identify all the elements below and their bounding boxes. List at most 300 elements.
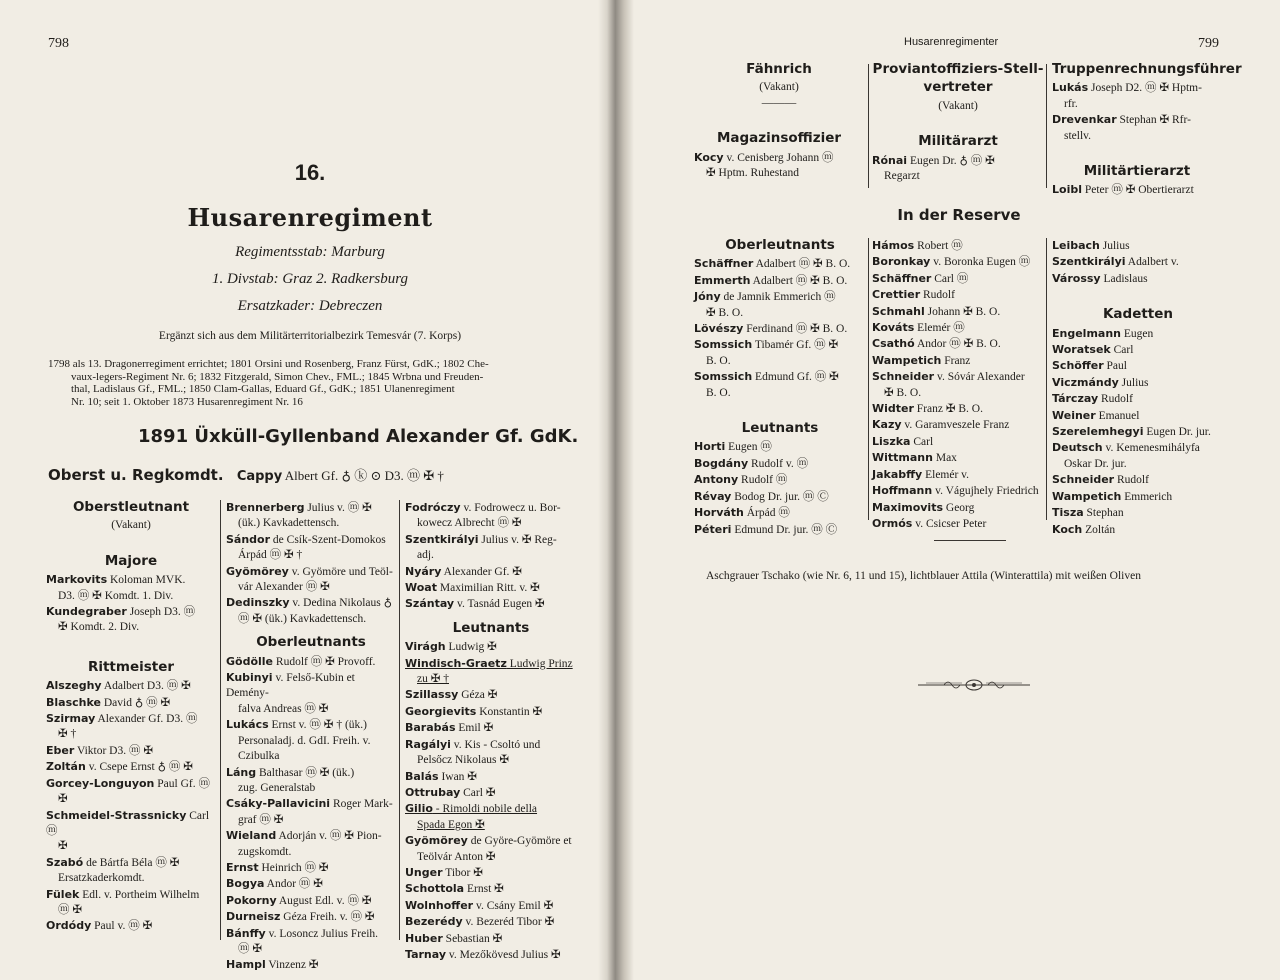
entry-continuation: B. O. — [706, 354, 731, 367]
entry-rest: Eugen Dr. jur. — [1143, 426, 1211, 439]
left-column-3 — [405, 500, 577, 963]
entry-rest: Elemér ⓜ — [914, 322, 965, 335]
entry-rest: Maximilian Ritt. v. ✠ — [436, 582, 540, 595]
surname: Zoltán — [46, 760, 86, 774]
surname: Liszka — [872, 434, 911, 448]
entry-rest: Rudolf — [920, 289, 955, 302]
right-top-column-3 — [1052, 61, 1242, 199]
officer-entry — [1052, 375, 1224, 391]
entry-continuation: kowecz Albrecht ⓜ ✠ — [417, 517, 522, 530]
section-heading: vertreter — [923, 79, 993, 96]
section-heading: Truppenrechnungsführer — [1052, 61, 1242, 77]
entry-rest: Ferdinand ⓜ ✠ B. O. — [743, 323, 848, 336]
entry-continuation: ✠ — [58, 793, 68, 806]
surname: Gyömörey — [226, 564, 289, 578]
entry-rest: Eugen — [1121, 327, 1154, 340]
surname: Woratsek — [1052, 343, 1111, 357]
surname: Horti — [694, 440, 726, 454]
entry-rest: Georg — [943, 501, 975, 514]
officer-entry — [1052, 358, 1224, 374]
entry-continuation: Pelsőcz Nikolaus ✠ — [417, 754, 510, 767]
entry-rest: Roger Mark- — [330, 798, 393, 811]
entry-rest: Adalbert ⓜ ✠ B. O. — [753, 258, 851, 271]
page-number-left: 798 — [48, 36, 69, 51]
surname: Drevenkar — [1052, 113, 1117, 127]
entry-continuation: ✠ B. O. — [884, 386, 922, 399]
officer-entry — [1052, 112, 1222, 128]
officer-entry — [226, 876, 396, 892]
officer-entry — [226, 595, 396, 611]
entry-rest: v. Cenisberg Johann ⓜ — [723, 151, 834, 164]
surname: Kazy — [872, 418, 902, 432]
entry-rest: v. Tasnád Eugen ✠ — [454, 598, 545, 611]
surname: Bogdány — [694, 456, 749, 470]
officer-entry — [872, 254, 1044, 270]
surname: Wampetich — [872, 353, 942, 367]
entry-rest: v. Vágujhely Friedrich — [932, 485, 1039, 498]
officer-entry — [872, 467, 1044, 483]
surname: Csáky-Pallavicini — [226, 797, 331, 811]
entry-rest: David ♁ ⓜ ✠ — [100, 696, 171, 709]
surname: Schäffner — [694, 257, 754, 271]
entry-rest: Vinzenz ✠ — [265, 959, 319, 972]
section-heading: Kadetten — [1102, 306, 1174, 323]
oberst-line — [48, 465, 608, 484]
entry-rest: v. Mezőkövesd Julius ✠ — [446, 948, 561, 961]
entry-rest: v. Garamveszele Franz — [901, 419, 1010, 432]
surname: Huber — [405, 931, 443, 945]
section-heading: Magazinsoffizier — [716, 130, 842, 147]
surname: Wampetich — [1052, 489, 1122, 503]
divstab: 1. Divstab: Graz 2. Radkersburg — [211, 271, 409, 287]
section-heading: Militärtierarzt — [1083, 163, 1191, 180]
officer-entry — [405, 639, 577, 655]
right-top-column-1 — [694, 62, 864, 181]
officer-entry — [405, 737, 577, 753]
officer-entry — [405, 704, 577, 720]
officer-entry — [1052, 440, 1224, 456]
entry-rest: Tibamér Gf. ⓜ ✠ — [752, 339, 839, 352]
entry-rest: Árpád ⓜ — [743, 507, 790, 520]
officer-entry — [46, 776, 216, 792]
entry-rest: Rudolf ⓜ — [738, 474, 788, 487]
entry-rest: de Bártfa Béla ⓜ ✠ — [83, 856, 180, 869]
section-heading: Proviantoffiziers-Stell- — [872, 61, 1044, 77]
entry-rest: - Rimoldi nobile della — [432, 803, 538, 816]
entry-continuation: zug. Generalstab — [238, 781, 316, 794]
entry-rest: Peter ⓜ ✠ Obertierarzt — [1081, 184, 1194, 197]
entry-rest: Bodog Dr. jur. ⓜ Ⓒ — [731, 490, 829, 503]
officer-entry — [872, 320, 1044, 336]
officer-entry — [46, 887, 216, 903]
entry-rest: Emmerich — [1121, 490, 1173, 503]
surname: Alszeghy — [46, 679, 102, 693]
section-heading: Majore — [104, 552, 158, 569]
surname: Koch — [1052, 522, 1083, 536]
entry-rest: Sebastian ✠ — [442, 932, 503, 945]
regiment-title: Husarenregiment — [187, 203, 433, 232]
entry-rest: de Csík-Szent-Domokos — [270, 533, 386, 546]
officer-entry — [694, 505, 866, 521]
entry-continuation: ✠ B. O. — [706, 306, 744, 319]
officer-entry — [1052, 80, 1222, 96]
oberst-label: Oberst u. Regkomdt. — [48, 466, 224, 484]
officer-entry — [226, 532, 396, 548]
entry-rest: v. Sóvár Alexander — [934, 371, 1025, 384]
officer-entry — [694, 256, 866, 272]
officer-entry — [872, 417, 1044, 433]
officer-entry — [405, 881, 577, 897]
officer-entry — [694, 522, 866, 538]
surname: Hoffmann — [872, 484, 933, 498]
ersatzkader: Ersatzkader: Debreczen — [237, 298, 383, 314]
officer-entry — [694, 273, 866, 289]
entry-continuation: Oskar Dr. jur. — [1064, 457, 1127, 470]
officer-entry — [405, 500, 577, 516]
surname: Brennerberg — [226, 501, 305, 514]
entry-continuation: vár Alexander ⓜ ✠ — [238, 581, 330, 594]
surname: Wieland — [226, 829, 277, 843]
entry-rest: Balthasar ⓜ ✠ (ük.) — [256, 766, 355, 779]
officer-entry — [1052, 505, 1224, 521]
entry-continuation: adj. — [417, 549, 434, 562]
surname: Engelmann — [1052, 326, 1121, 340]
entry-rest: Tibor ✠ — [442, 866, 483, 879]
regiment-number: 16. — [294, 160, 326, 185]
officer-entry — [46, 918, 216, 934]
entry-rest: Max — [932, 452, 957, 465]
surname: Rónai — [872, 153, 908, 167]
entry-rest: Julius — [1099, 240, 1130, 252]
officer-entry — [1052, 342, 1224, 358]
entry-continuation: ⓜ ✠ — [58, 903, 83, 916]
surname: Schottola — [405, 882, 465, 896]
officer-entry — [405, 931, 577, 947]
officer-entry — [46, 572, 216, 588]
right-page — [634, 0, 1280, 980]
officer-entry — [226, 926, 396, 942]
surname: Gilio — [405, 802, 433, 816]
officer-entry — [872, 401, 1044, 417]
surname: Kundegraber — [46, 605, 127, 619]
officer-entry — [405, 596, 577, 612]
book-gutter — [598, 0, 634, 980]
surname: Csathó — [872, 337, 915, 351]
officer-entry — [226, 909, 396, 925]
officer-entry — [226, 828, 396, 844]
history-line: thal, Ladislaus Gf., FML.; 1850 Clam-Gallas, Eduard Gf., GdK.; 1851 Ulanenregiment — [71, 383, 455, 395]
surname: Loibl — [1052, 183, 1082, 197]
surname: Boronkay — [872, 255, 931, 269]
officer-entry — [405, 687, 577, 703]
surname: Schöffer — [1052, 359, 1104, 373]
history-line: vaux-legers-Regiment Nr. 6; 1832 Fitzgerald, Simon Chev., FML.; 1845 Wrbna und Freuden- — [71, 370, 484, 383]
entry-continuation: zu ✠ † — [417, 673, 449, 686]
officer-entry — [226, 957, 396, 973]
surname: Szentkirályi — [1052, 255, 1126, 269]
entry-continuation: falva Andreas ⓜ ✠ — [238, 702, 329, 715]
column-rule — [868, 64, 869, 188]
entry-rest: Ernst v. ⓜ ✠ † (ük.) — [268, 719, 367, 732]
oberst-name: Cappy — [236, 469, 283, 484]
entry-rest: Ludwig Prinz — [506, 657, 573, 670]
officer-entry — [405, 769, 577, 785]
entry-rest: v. Boronka Eugen ⓜ — [930, 256, 1031, 269]
officer-entry — [46, 743, 216, 759]
officer-entry — [405, 720, 577, 736]
surname: Emmerth — [694, 273, 751, 287]
surname: Durneisz — [226, 910, 281, 924]
surname: Maximovits — [872, 500, 944, 514]
surname: Markovits — [46, 573, 108, 587]
entry-rest: v. Fodrowecz u. Bor- — [460, 502, 561, 514]
entry-rest: Paul v. ⓜ ✠ — [91, 920, 153, 933]
entry-rest: de Györe-Gyömöre et — [467, 835, 572, 848]
ornament-icon — [916, 676, 1032, 694]
section-heading: Oberstleutnant — [72, 499, 190, 515]
inhaber: 1891 Üxküll-Gyllenband Alexander Gf. GdK. — [138, 426, 579, 447]
surname: Lövészy — [694, 322, 744, 336]
officer-entry — [46, 808, 216, 840]
officer-entry — [226, 654, 396, 670]
officer-entry — [1052, 254, 1224, 270]
entry-rest: v. Losoncz Julius Freih. — [265, 927, 379, 940]
surname: Kocy — [694, 150, 724, 164]
surname: Péteri — [694, 522, 732, 536]
entry-rest: Johann ✠ B. O. — [924, 305, 1001, 318]
surname: Tarnay — [405, 947, 447, 961]
surname: Wittmann — [872, 451, 933, 465]
officer-entry — [872, 369, 1044, 385]
surname: Eber — [46, 743, 75, 757]
short-rule — [934, 540, 1006, 541]
officer-entry — [872, 483, 1044, 499]
entry-continuation: ⓜ ✠ — [238, 942, 263, 955]
entry-rest: Heinrich ⓜ ✠ — [258, 861, 329, 874]
left-column-2 — [226, 500, 396, 974]
surname: Widter — [872, 402, 914, 416]
surname: Leibach — [1052, 239, 1100, 252]
entry-rest: Zoltán — [1082, 523, 1116, 536]
entry-rest: Carl — [910, 435, 934, 448]
officer-entry — [872, 434, 1044, 450]
surname: Gorcey-Longuyon — [46, 776, 155, 790]
entry-rest: Edmund Dr. jur. ⓜ Ⓒ — [731, 523, 838, 536]
surname: Sándor — [226, 532, 271, 546]
entry-rest: de Jamnik Emmerich ⓜ — [720, 291, 836, 304]
surname: Unger — [405, 865, 443, 879]
officer-entry — [1052, 408, 1224, 424]
entry-rest: Alexander Gf. D3. ⓜ — [95, 713, 198, 726]
entry-rest: Viktor D3. ⓜ ✠ — [74, 744, 153, 757]
entry-rest: August Edl. v. ⓜ ✠ — [276, 894, 372, 907]
entry-rest: Carl ⓜ — [931, 272, 969, 285]
surname: Gödölle — [226, 654, 274, 668]
officer-entry — [872, 353, 1044, 369]
surname: Kováts — [872, 321, 915, 335]
surname: Wolnhoffer — [405, 898, 474, 912]
surname: Ottrubay — [405, 785, 461, 799]
surname: Ordódy — [46, 919, 92, 933]
officer-entry — [872, 287, 1044, 303]
entry-continuation: Personaladj. d. GdI. Freih. v. — [238, 734, 371, 747]
officer-entry — [405, 656, 577, 672]
entry-rest: Ludwig ✠ — [445, 641, 497, 654]
surname: Deutsch — [1052, 441, 1103, 455]
officer-entry — [872, 153, 1044, 169]
officer-entry — [1052, 391, 1224, 407]
officer-entry — [694, 489, 866, 505]
entry-rest: Eugen ⓜ — [725, 441, 772, 454]
surname: Fülek — [46, 887, 80, 901]
surname: Ormós — [872, 516, 913, 530]
officer-entry — [872, 336, 1044, 352]
officer-entry — [405, 898, 577, 914]
entry-rest: Konstantin ✠ — [476, 705, 543, 718]
entry-rest: Adalbert v. — [1125, 256, 1179, 269]
left-column-1 — [46, 500, 216, 935]
officer-entry — [694, 472, 866, 488]
entry-rest: Edl. v. Portheim Wilhelm — [79, 888, 200, 901]
entry-rest: Géza ✠ — [458, 689, 498, 702]
surname: Ragályi — [405, 737, 451, 751]
entry-continuation: rfr. — [1064, 97, 1078, 110]
surname: Bánffy — [226, 926, 266, 940]
entry-rest: v. Bezeréd Tibor ✠ — [462, 916, 555, 929]
entry-continuation: graf ⓜ ✠ — [238, 813, 284, 826]
history-line: Nr. 10; seit 1. Oktober 1873 Husarenregiment Nr. 16 — [71, 395, 303, 408]
surname: Schneider — [872, 370, 935, 384]
officer-entry — [1052, 271, 1224, 287]
surname: Crettier — [872, 288, 921, 302]
surname: Hámos — [872, 239, 915, 252]
officer-entry — [872, 516, 1044, 532]
entry-rest: Adalbert ⓜ ✠ B. O. — [750, 274, 848, 287]
surname: Weiner — [1052, 408, 1096, 422]
officer-entry — [405, 785, 577, 801]
officer-entry — [1052, 326, 1224, 342]
entry-rest: Alexander Gf. ✠ — [441, 565, 522, 578]
officer-entry — [405, 801, 577, 817]
officer-entry — [694, 369, 866, 385]
surname: Kubinyi — [226, 671, 273, 685]
officer-entry — [226, 500, 396, 516]
surname: Balás — [405, 769, 439, 783]
officer-entry — [46, 604, 216, 620]
surname: Gyömörey — [405, 834, 468, 848]
officer-entry — [872, 500, 1044, 516]
entry-continuation: ✠ † — [58, 728, 77, 741]
entry-continuation: Teölvár Anton ✠ — [417, 850, 496, 863]
surname: Lukács — [226, 718, 269, 732]
officer-entry — [226, 564, 396, 580]
surname: Georgievits — [405, 704, 477, 718]
entry-rest: Franz ✠ B. O. — [913, 403, 983, 416]
entry-continuation: Árpád ⓜ ✠ † — [238, 549, 303, 562]
surname: Dedinszky — [226, 596, 290, 610]
officer-entry — [694, 456, 866, 472]
surname: Láng — [226, 765, 257, 779]
surname: Szerelemhegyi — [1052, 425, 1144, 439]
entry-rest: Andor ⓜ ✠ — [264, 878, 323, 891]
entry-continuation: zugskomdt. — [238, 845, 292, 858]
officer-entry — [405, 580, 577, 596]
section-note: (Vakant) — [938, 99, 978, 112]
entry-rest: v. Gyömöre und Teöl- — [288, 565, 393, 578]
entry-rest: Julius — [1118, 376, 1149, 389]
entry-rest: Elemér v. — [922, 468, 970, 481]
officer-entry — [1052, 489, 1224, 505]
entry-continuation: ✠ Hptm. Ruhestand — [706, 167, 800, 180]
left-page — [0, 0, 598, 980]
officer-entry — [405, 532, 577, 548]
surname: Fodróczy — [405, 501, 461, 514]
entry-rest: v. Csepe Ernst ♁ ⓜ ✠ — [85, 761, 193, 774]
section-heading: Oberleutnants — [725, 237, 835, 253]
surname: Somssich — [694, 338, 753, 352]
regimentsstab: Regimentsstab: Marburg — [235, 244, 385, 260]
entry-rest: v. Kis - Csoltó und — [450, 738, 541, 751]
entry-rest: Emil ✠ — [455, 722, 494, 735]
entry-rest: Rudolf — [1098, 393, 1133, 406]
section-heading: Leutnants — [741, 420, 819, 437]
surname: Schmeidel-Strassnicky — [46, 808, 187, 822]
reserve-column-3 — [1052, 238, 1224, 538]
reserve-column-2 — [872, 238, 1044, 532]
entry-continuation: ✠ Komdt. 2. Div. — [58, 621, 140, 634]
entry-rest: Robert ⓜ — [914, 240, 963, 252]
entry-rest: Ernst ✠ — [464, 883, 504, 896]
officer-entry — [46, 759, 216, 775]
surname: Lukás — [1052, 81, 1089, 95]
section-note: ——— — [761, 96, 797, 109]
surname: Szabó — [46, 855, 84, 869]
officer-entry — [46, 855, 216, 871]
entry-continuation: Regarzt — [884, 170, 920, 183]
surname: Tisza — [1052, 506, 1084, 520]
entry-rest: Rudolf — [1114, 474, 1149, 487]
ergaenzungsbezirk: Ergänzt sich aus dem Militärterritorialbezirk Temesvár (7. Korps) — [158, 330, 462, 342]
running-header: Husarenregimenter — [904, 36, 999, 48]
column-rule — [868, 238, 869, 520]
officer-entry — [1052, 238, 1224, 254]
entry-rest: Ladislaus — [1100, 272, 1148, 285]
entry-rest: Géza Freih. v. ⓜ ✠ — [280, 911, 375, 924]
officer-entry — [405, 564, 577, 580]
surname: Hampl — [226, 958, 266, 972]
entry-rest: Koloman MVK. — [107, 574, 186, 587]
entry-rest: Carl — [1110, 344, 1134, 357]
entry-rest: Rudolf ⓜ ✠ Provoff. — [273, 655, 376, 668]
entry-continuation: D3. ⓜ ✠ Komdt. 1. Div. — [58, 589, 174, 602]
surname: Szentkirályi — [405, 532, 479, 546]
entry-rest: Edmund Gf. ⓜ ✠ — [752, 371, 839, 384]
entry-rest: v. Csány Emil ✠ — [473, 899, 554, 912]
surname: Schäffner — [872, 271, 932, 285]
column-rule — [1046, 238, 1047, 520]
surname: Horváth — [694, 506, 744, 520]
entry-rest: v. Dedina Nikolaus ♁ — [289, 597, 393, 610]
surname: Nyáry — [405, 564, 442, 578]
surname: Várossy — [1052, 271, 1101, 285]
entry-continuation: ✠ — [58, 840, 68, 853]
surname: Szántay — [405, 597, 455, 611]
officer-entry — [872, 271, 1044, 287]
entry-rest: Joseph D3. ⓜ — [126, 606, 196, 619]
surname: Szillassy — [405, 688, 459, 702]
officer-entry — [694, 337, 866, 353]
section-heading: Militärarzt — [918, 133, 998, 150]
